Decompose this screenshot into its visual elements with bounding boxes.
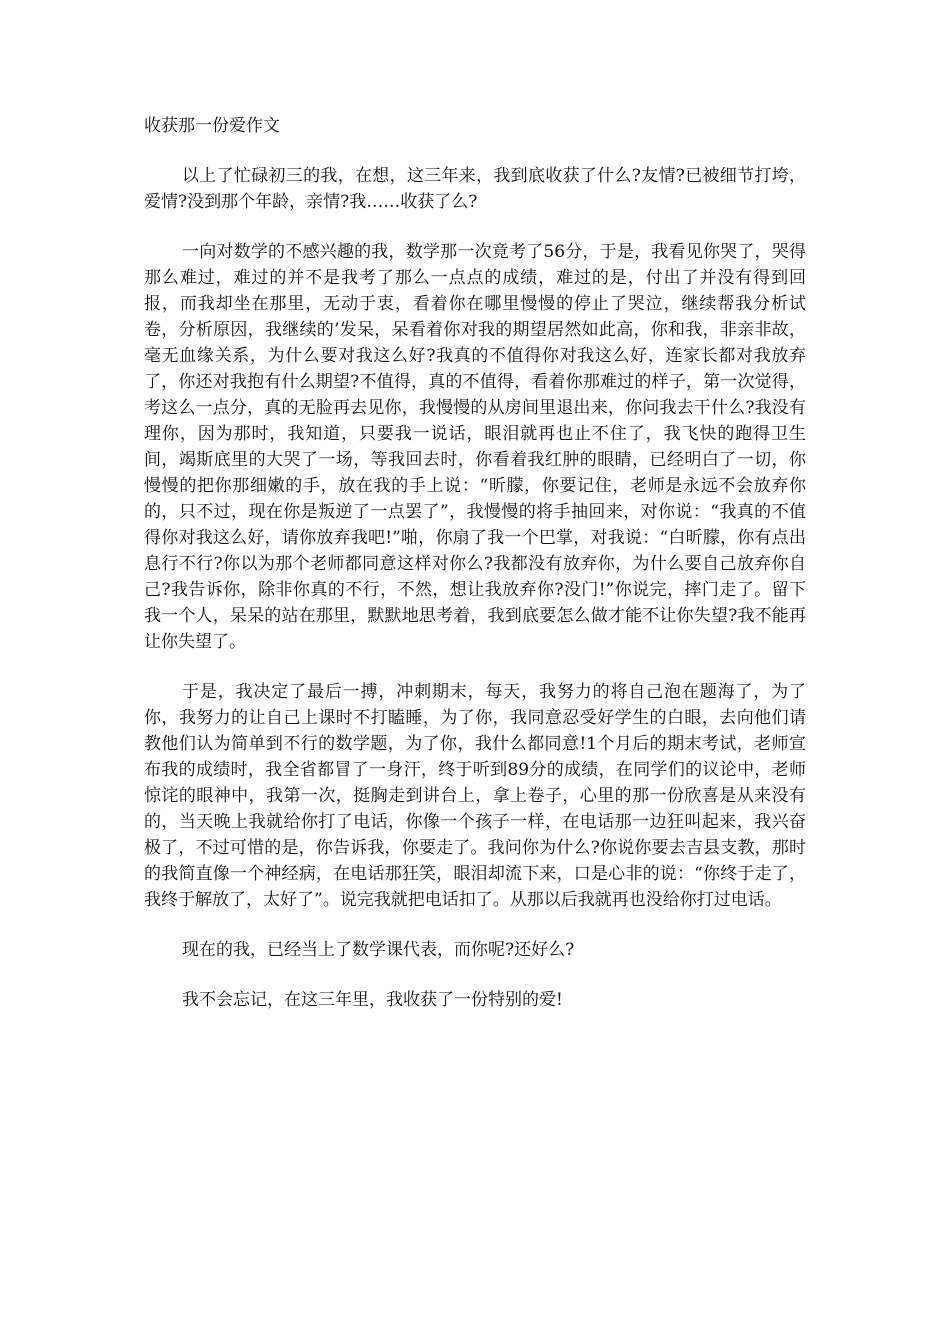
paragraph-3: 于是，我决定了最后一搏，冲刺期末，每天，我努力的将自己泡在题海了，为了你，我努力的让自己上课时不打瞌睡，为了你，我同意忍受好学生的白眼，去向他们请教他们认为简单到不行的数学题，为了你，我什么都同意!1个月后的期末考试，老师宣布我的成绩时，我全省都冒了一身汗，终于听到89分的成绩，在同学们的议论中，老师惊诧的眼神中，我第一次，挺胸走到讲台上，拿上卷子，心里的那一份欣喜是从来没有的，当天晚上我就给你打了电话，你像一个孩子一样，在电话那一边狂叫起来，我兴奋极了，不过可惜的是，你告诉我，你要走了。我问你为什么?你说你要去吉县支教，那时的我简直像一个神经病，在电话那狂笑，眼泪却流下来，口是心非的说：“你终于走了，我终于解放了，太好了”。说完我就把电话扣了。从那以后我就再也没给你打过电话。 xyxy=(144,682,806,910)
paragraph-4: 现在的我，已经当上了数学课代表，而你呢?还好么? xyxy=(182,940,575,960)
paragraph-2: 一向对数学的不感兴趣的我，数学那一次竟考了56分，于是，我看见你哭了，哭得那么难过，难过的并不是我考了那么一点点的成绩，难过的是，付出了并没有得到回报，而我却坐在那里，无动于衷，看着你在哪里慢慢的停止了哭泣，继续帮我分析试卷，分析原因，我继续的’发呆，呆看着你对我的期望居然如此高，你和我，非亲非故，毫无血缘关系，为什么要对我这么好?我真的不值得你对我这么好，连家长都对我放弃了，你还对我抱有什么期望?不值得，真的不值得，看着你那难过的样子，第一次觉得，考这么一点分，真的无脸再去见你，我慢慢的从房间里退出来，你问我去干什么?我没有理你，因为那时，我知道，只要我一说话，眼泪就再也止不住了，我飞快的跑得卫生间，竭斯底里的大哭了一场，等我回去时，你看着我红肿的眼睛，已经明白了一切，你慢慢的把你那细嫩的手，放在我的手上说：“昕朦，你要记住，老师是永远不会放弃你的，只不过，现在你是叛逆了一点罢了”，我慢慢的将手抽回来，对你说：“我真的不值得你对我这么好，请你放弃我吧!”啪，你扇了我一个巴掌，对我说：“白昕朦，你有点出息行不行?你以为那个老师都同意这样对你么?我都没有放弃你，为什么要自己放弃你自己?我告诉你，除非你真的不行，不然，想让我放弃你?没门!”你说完，摔门走了。留下我一个人，呆呆的站在那里，默默地思考着，我到底要怎么做才能不让你失望?我不能再让你失望了。 xyxy=(144,242,806,652)
document-title: 收获那一份爱作文 xyxy=(144,116,280,136)
paragraph-5: 我不会忘记，在这三年里，我收获了一份特别的爱! xyxy=(182,990,563,1010)
paragraph-1: 以上了忙碌初三的我，在想，这三年来，我到底收获了什么?友情?已被细节打垮，爱情?没到那个年龄，亲情?我……收获了么? xyxy=(144,166,806,212)
document-page xyxy=(144,113,806,1037)
